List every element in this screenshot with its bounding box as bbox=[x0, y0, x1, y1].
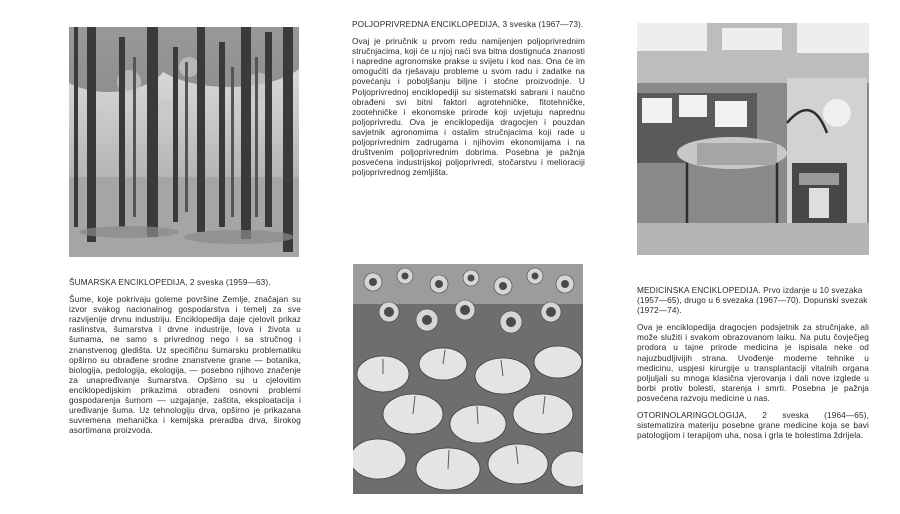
operating-room-photo bbox=[637, 23, 869, 255]
entry-title: MEDICINSKA ENCIKLOPEDIJA. Prvo izdanje u 10 svezaka (1957—65), drugo u 6 svezaka (1967—70). Dopunski svezak (1972—74). bbox=[637, 285, 868, 316]
poljoprivredna-entry bbox=[352, 19, 585, 184]
entry-title: ŠUMARSKA ENCIKLOPEDIJA, 2 sveska (1959—63). bbox=[69, 277, 271, 287]
sunflower-illustration bbox=[353, 264, 583, 494]
medicinska-entry bbox=[637, 285, 869, 447]
forest-photo bbox=[69, 27, 299, 257]
operating-room-illustration bbox=[637, 23, 869, 255]
entry-body-otorino: OTORINOLARINGOLOGIJA, 2 sveska (1964—65), sistematizira materiju posebne grane medicine koja se bavi patologijom i terapijom uha, nosa i grla te bolestima ždrijela. bbox=[637, 410, 869, 441]
entry-body: Šume, koje pokrivaju goleme površine Zemlje, značajan su izvor svakog nacionalnog gospodarstva i temelj za sve razvijenije drvnu industriju. Enciklopedija daje cjelovit prikaz raslinstva, šumarstva i drvne industrije, lova i života u šumama, ne samo s privrednog nego i sa stručnog i znanstvenog gledišta. Uz specifičnu šumarsku problematiku opširno su obrađene srodne znanstvene grane — botanika, biologija, pedologija, ekologija, — posebno njihovo značenje za unapređivanje šumarstva. Opširno su u cjelovitim enciklopedijskim prikazima obrađeni osnovni problemi gospodarenja šumom — uzgajanje, zaštita, eksploatacija i uređivanje šuma. Uz tehnologiju drva, opširno je prikazana suvremena mehanička i kemijska preradba drva, širokog asortimana proizvoda. bbox=[69, 294, 301, 436]
sumarska-entry bbox=[69, 277, 301, 442]
forest-illustration bbox=[69, 27, 299, 257]
sunflower-field-photo bbox=[353, 264, 583, 494]
entry-title: POLJOPRIVREDNA ENCIKLOPEDIJA, 3 sveska (1967—73). bbox=[352, 19, 584, 29]
entry-body: Ova je enciklopedija dragocjen podsjetnik za stručnjake, ali može služiti i svakom obrazovanom laiku. Na putu čovječjeg prodora u tajne prirode medicina je ispisala neke od najuzbudljivijih strana. Uvođenje moderne tehnike u medicinu, uspjesi kirurgije u transplantaciji vitalnih organa poljuljali su mnoga klasična vjerovanja i dali nove izglede u borbi protiv bolesti, starenja i smrti. Posebna je pažnja posvećena razvoju medicine u nas. bbox=[637, 322, 869, 403]
entry-body: Ovaj je priručnik u prvom redu namijenjen poljoprivrednim stručnjacima, koji će u njoj naći sva bitna dostignuća znanosti i napredne agronomske prakse u svijetu i kod nas. Ona će im omogućiti da rješavaju probleme u svom radu i zadatke na povećanju i poboljšanju biljne i stočne proizvodnje. U Poljoprivrednoj enciklopediji su sistematski sabrani i naučno obrađeni svi bitni faktori agrotehničke, fitotehničke, zootehničke i ekonomske prirode koji uvjetuju naprednu poljoprivredu. Ova je enciklopedija dragocjen i pouzdan savjetnik agronomima i ostalim stručnjacima koji rade u poljoprivrednim zadrugama i njihovim ekonomijama i na društvenim poljoprivrednim dobrima. Posebna je pažnja posvećena industrijskoj poljoprivredi, stočarstvu i melioraciji poljoprivrednog zemljišta. bbox=[352, 36, 585, 178]
